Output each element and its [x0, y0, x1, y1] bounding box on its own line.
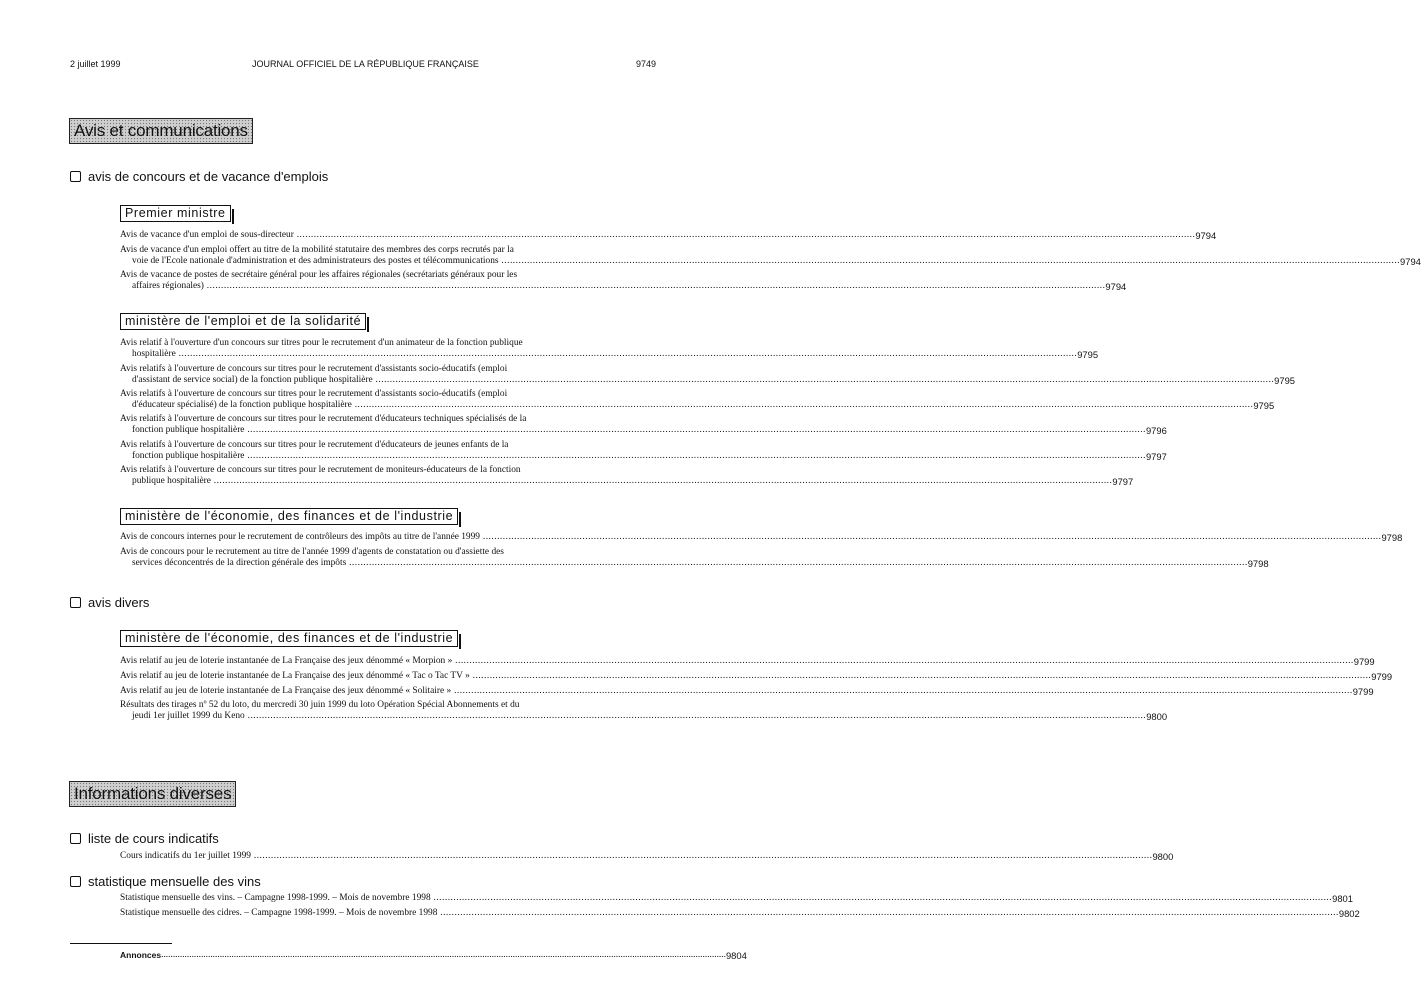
entry-text: Avis relatifs à l'ouverture de concours sur titres pour le recrutement d'assistants socio-éducatifs (emploi: [120, 364, 508, 374]
entry-text: hospitalière .....: [120, 349, 1077, 360]
rubric-cours: [70, 831, 219, 847]
entry-page: 9794: [1105, 281, 1127, 293]
entry-page: 9794: [1195, 230, 1217, 241]
entry-page: 9795: [1253, 400, 1275, 412]
toc-entry[interactable]: [120, 671, 1393, 682]
dot-leader: .................................................................................................................................................................................................................................................: [161, 950, 726, 960]
entry-text: Avis de vacance d'un emploi de sous-directeur .....: [120, 230, 1195, 241]
ministry-header: ministère de l'économie, des finances et de l'industrie: [120, 508, 458, 525]
checkbox-bullet-icon: [70, 171, 81, 182]
entry-text: Avis relatif à l'ouverture d'un concours sur titres pour le recrutement d'un animateur de la fonction publique: [120, 338, 523, 348]
toc-entry[interactable]: [120, 389, 1275, 412]
entry-page: 9798: [1247, 558, 1269, 570]
entry-page: 9795: [1077, 349, 1099, 361]
toc-entry[interactable]: [120, 364, 1296, 387]
toc-entry[interactable]: [120, 338, 1099, 361]
entry-text: Avis de concours internes pour le recrutement de contrôleurs des impôts au titre de l'année 1999 .....: [120, 532, 1381, 543]
entry-page: 9795: [1274, 375, 1296, 387]
toc-entry[interactable]: [120, 440, 1167, 463]
entry-text: Avis relatifs à l'ouverture de concours sur titres pour le recrutement d'éducateurs techniques spécialisés de la: [120, 414, 527, 424]
entry-text: Avis relatif au jeu de loterie instantanée de La Française des jeux dénommé « Solitaire » .....: [120, 686, 1353, 697]
section-title-avis: Avis et communications: [69, 118, 253, 144]
entry-page: 9796: [1145, 425, 1167, 437]
entry-text: d'assistant de service social) de la fonction publique hospitalière .....: [120, 375, 1274, 386]
toc-entry-annonces[interactable]: [120, 950, 747, 961]
entry-text: voie de l'Ecole nationale d'administration et des administrateurs des postes et télécommunications .....: [120, 256, 1400, 267]
entry-page: 9797: [1145, 451, 1167, 463]
checkbox-bullet-icon: [70, 876, 81, 887]
entry-page: 9797: [1112, 476, 1134, 488]
entry-text: Avis de vacance d'un emploi offert au titre de la mobilité statutaire des membres des corps recrutés par la: [120, 245, 514, 255]
entry-page: 9798: [1381, 532, 1403, 543]
toc-entry[interactable]: [120, 700, 1168, 723]
separator-rule: [70, 943, 172, 944]
entry-text: jeudi 1er juillet 1999 du Keno .....: [120, 711, 1146, 722]
checkbox-bullet-icon: [70, 833, 81, 844]
entry-text: d'éducateur spécialisé) de la fonction publique hospitalière .....: [120, 400, 1253, 411]
rubric-vins: [70, 874, 261, 890]
entry-page: 9794: [1400, 256, 1421, 268]
entry-text: fonction publique hospitalière .....: [120, 451, 1146, 462]
entry-page: 9802: [1338, 908, 1360, 919]
toc-entry[interactable]: [120, 414, 1167, 437]
toc-entry[interactable]: [120, 656, 1375, 667]
entry-text: affaires régionales) .....: [120, 281, 1105, 292]
entry-text: Résultats des tirages nº 52 du loto, du mercredi 30 juin 1999 du loto Opération Spécial Abonnements et du: [120, 700, 520, 710]
toc-entry[interactable]: [120, 532, 1403, 543]
toc-entry[interactable]: [120, 686, 1374, 697]
entry-page: 9799: [1352, 686, 1374, 697]
entry-page: 9800: [1146, 711, 1168, 723]
rubric-label: avis divers: [88, 595, 150, 610]
entry-text: Avis de vacance de postes de secrétaire général pour les affaires régionales (secrétariats généraux pour les: [120, 270, 518, 280]
toc-entry[interactable]: [120, 245, 1421, 268]
ministry-header: ministère de l'emploi et de la solidarité: [120, 313, 366, 330]
entry-text: fonction publique hospitalière .....: [120, 425, 1146, 436]
entry-page: 9799: [1353, 656, 1375, 667]
entry-page: 9800: [1152, 851, 1174, 862]
entry-text: services déconcentrés de la direction générale des impôts .....: [120, 558, 1248, 569]
entry-text: Annonces: [120, 950, 162, 960]
entry-text: Avis relatif au jeu de loterie instantanée de La Française des jeux dénommé « Morpion » .....: [120, 656, 1354, 667]
entry-text: Avis relatif au jeu de loterie instantanée de La Française des jeux dénommé « Tac o Tac TV » .....: [120, 671, 1371, 682]
entry-page: 9804: [725, 950, 747, 961]
entry-text: Avis de concours pour le recrutement au titre de l'année 1999 d'agents de constatation ou d'assiette des: [120, 547, 504, 557]
toc-entry[interactable]: [120, 465, 1134, 488]
ministry-header: ministère de l'économie, des finances et de l'industrie: [120, 630, 458, 647]
checkbox-bullet-icon: [70, 597, 81, 608]
toc-entry[interactable]: [120, 230, 1217, 241]
toc-entry[interactable]: [120, 893, 1353, 904]
rubric-label: liste de cours indicatifs: [88, 831, 219, 846]
toc-entry[interactable]: [120, 908, 1360, 919]
ministry-header: Premier ministre: [120, 205, 231, 222]
rubric-avis-divers: [70, 595, 149, 611]
entry-text: Statistique mensuelle des vins. – Campagne 1998-1999. – Mois de novembre 1998 .....: [120, 893, 1332, 904]
entry-text: Avis relatifs à l'ouverture de concours sur titres pour le recrutement d'assistants socio-éducatifs (emploi: [120, 389, 508, 399]
rubric-label: statistique mensuelle des vins: [88, 874, 261, 889]
entry-text: Avis relatifs à l'ouverture de concours sur titres pour le recrutement d'éducateurs de jeunes enfants de la: [120, 440, 509, 450]
entry-text: Avis relatifs à l'ouverture de concours sur titres pour le recrutement de moniteurs-éducateurs de la fonction: [120, 465, 521, 475]
header-page-number: 9749: [635, 59, 656, 69]
header-date: 2 juillet 1999: [70, 59, 121, 69]
toc-entry[interactable]: [120, 270, 1127, 293]
toc-entry[interactable]: [120, 851, 1174, 862]
entry-page: 9801: [1332, 893, 1353, 904]
entry-text: Cours indicatifs du 1er juillet 1999 .....: [120, 851, 1152, 862]
entry-text: Statistique mensuelle des cidres. – Campagne 1998-1999. – Mois de novembre 1998 .....: [120, 908, 1339, 919]
entry-text: publique hospitalière .....: [120, 476, 1112, 487]
section-title-informations: Informations diverses: [69, 781, 236, 807]
running-header: [0, 59, 731, 73]
journal-title: JOURNAL OFFICIEL DE LA RÉPUBLIQUE FRANÇAISE: [252, 59, 479, 69]
entry-page: 9799: [1371, 671, 1393, 682]
rubric-concours: [70, 169, 328, 185]
toc-entry[interactable]: [120, 547, 1269, 570]
rubric-label: avis de concours et de vacance d'emplois: [88, 169, 329, 184]
